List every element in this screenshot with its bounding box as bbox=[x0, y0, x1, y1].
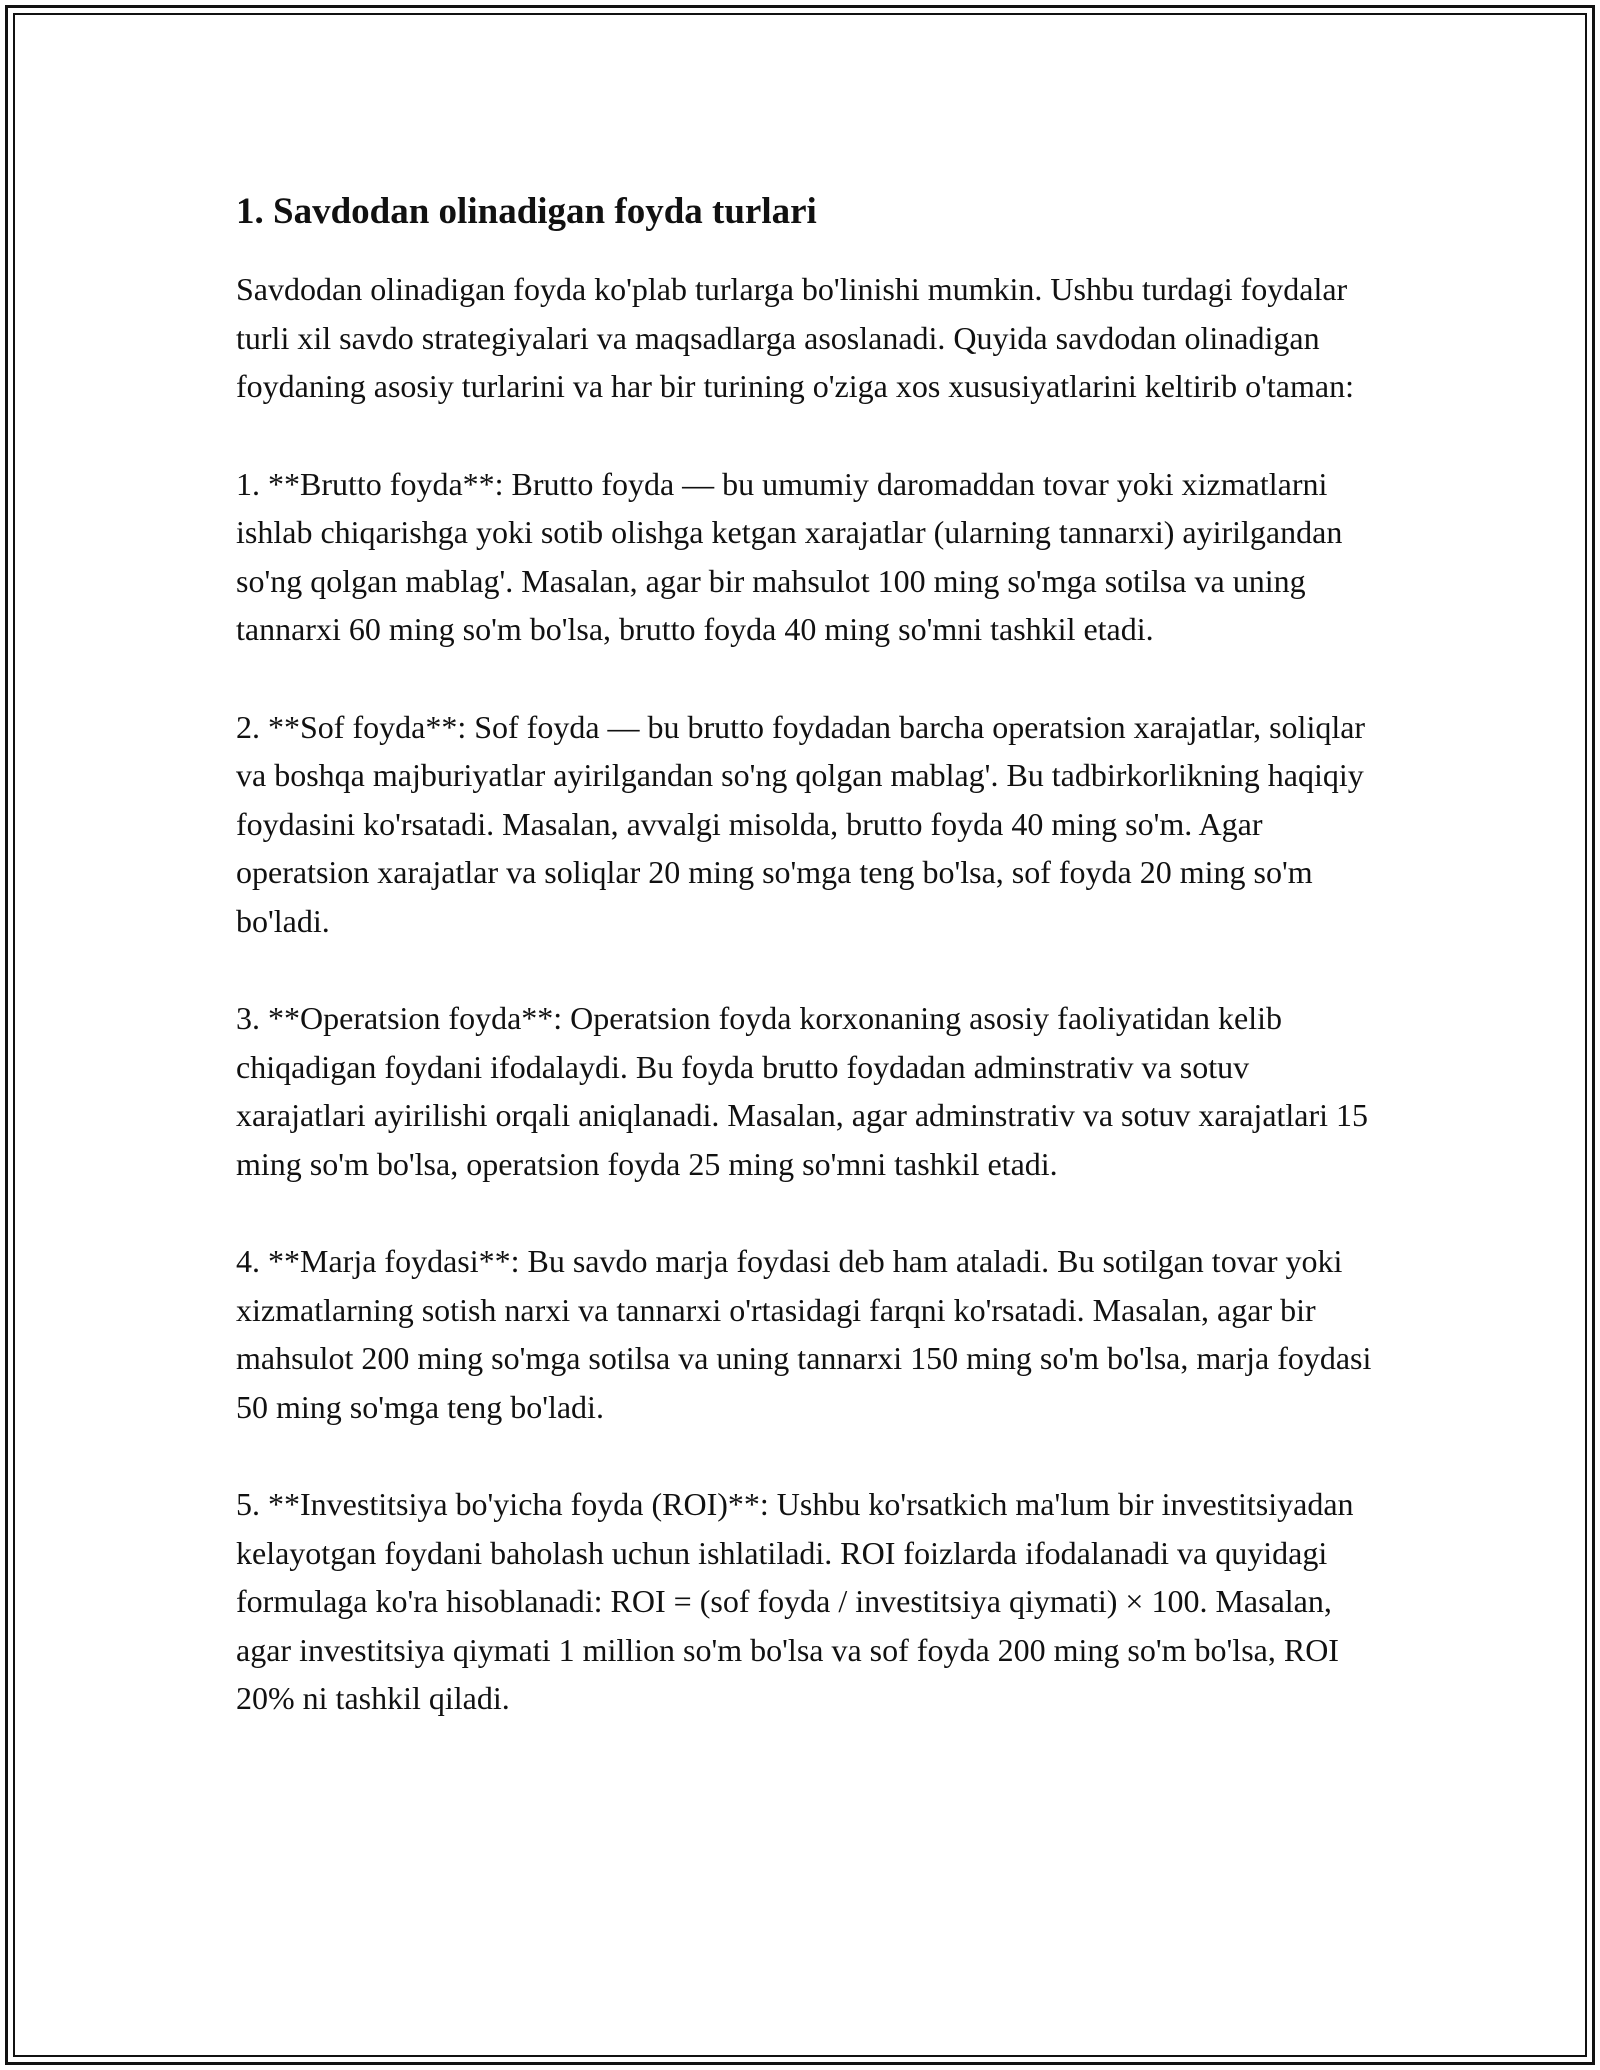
paragraph-marja-foydasi: 4. **Marja foydasi**: Bu savdo marja foydasi deb ham ataladi. Bu sotilgan tovar yoki xizmatlarning sotish narxi va tannarxi o'rtasidagi farqni ko'rsatadi. Masalan, agar bir mahsulot 200 ming so'mga sotilsa va uning tannarxi 150 ming so'm bo'lsa, marja foydasi 50 ming so'mga teng bo'ladi. bbox=[236, 1243, 1372, 1425]
section-heading: 1. Savdodan olinadigan foyda turlari bbox=[236, 191, 817, 232]
intro-paragraph: Savdodan olinadigan foyda ko'plab turlarga bo'linishi mumkin. Ushbu turdagi foydalar turli xil savdo strategiyalari va maqsadlarga asoslanadi. Quyida savdodan olinadigan foydaning asosiy turlarini va har bir turining o'ziga xos xususiyatlarini keltirib o'taman: bbox=[236, 271, 1354, 404]
paragraph-brutto-foyda: 1. **Brutto foyda**: Brutto foyda — bu umumiy daromaddan tovar yoki xizmatlarni ishlab chiqarishga yoki sotib olishga ketgan xarajatlar (ularning tannarxi) ayirilgandan so'ng qolgan mablag'. Masalan, agar bir mahsulot 100 ming so'mga sotilsa va uning tannarxi 60 ming so'm bo'lsa, brutto foyda 40 ming so'mni tashkil etadi. bbox=[236, 465, 1343, 647]
paragraph-operatsion-foyda: 3. **Operatsion foyda**: Operatsion foyda korxonaning asosiy faoliyatidan kelib chiqadigan foydani ifodalaydi. Bu foyda brutto foydadan adminstrativ va sotuv xarajatlari ayirilishi orqali aniqlanadi. Masalan, agar adminstrativ va sotuv xarajatlari 15 ming so'm bo'lsa, operatsion foyda 25 ming so'mni tashkil etadi. bbox=[236, 1000, 1369, 1182]
document-body bbox=[236, 188, 1376, 1723]
paragraph-sof-foyda: 2. **Sof foyda**: Sof foyda — bu brutto foydadan barcha operatsion xarajatlar, soliqlar va boshqa majburiyatlar ayirilgandan so'ng qolgan mablag'. Bu tadbirkorlikning haqiqiy foydasini ko'rsatadi. Masalan, avvalgi misolda, brutto foyda 40 ming so'm. Agar operatsion xarajatlar va soliqlar 20 ming so'mga teng bo'lsa, sof foyda 20 ming so'm bo'ladi. bbox=[236, 708, 1366, 939]
paragraph-roi: 5. **Investitsiya bo'yicha foyda (ROI)**: Ushbu ko'rsatkich ma'lum bir investitsiyadan kelayotgan foydani baholash uchun ishlatiladi. ROI foizlarda ifodalanadi va quyidagi formulaga ko'ra hisoblanadi: ROI = (sof foyda / investitsiya qiymati) × 100. Masalan, agar investitsiya qiymati 1 million so'm bo'lsa va sof foyda 200 ming so'm bo'lsa, ROI 20% ni tashkil qiladi. bbox=[236, 1486, 1354, 1716]
